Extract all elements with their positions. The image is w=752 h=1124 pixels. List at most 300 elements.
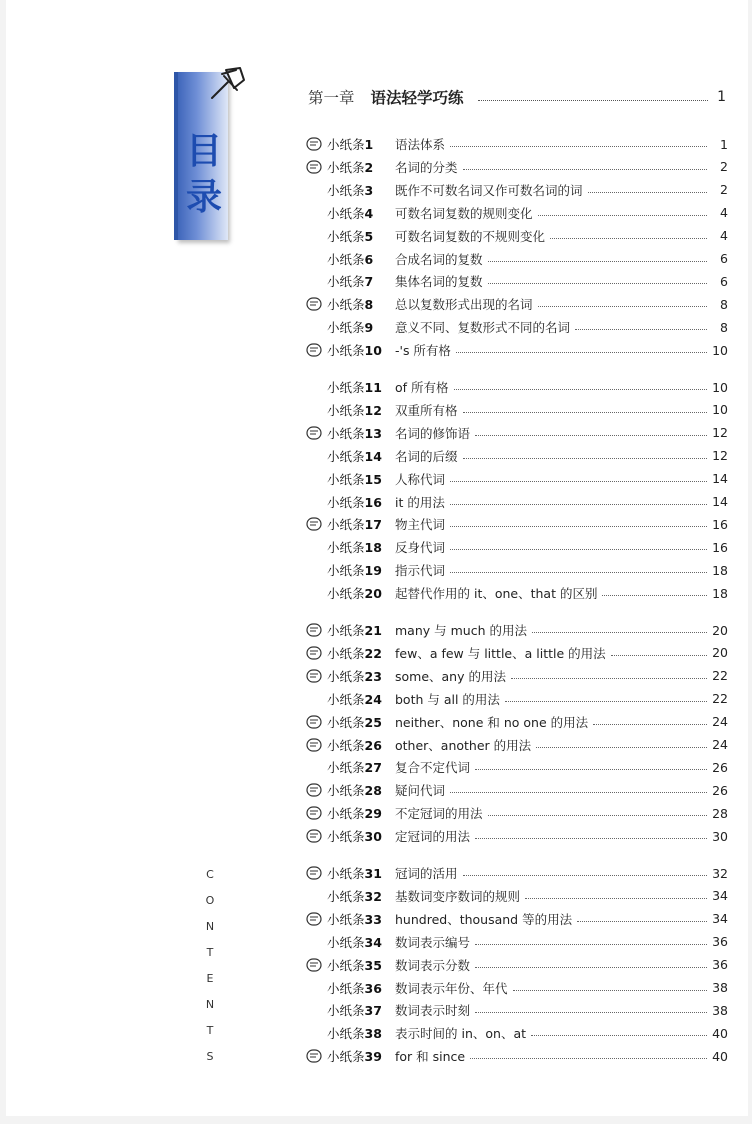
contents-letter: C	[206, 868, 214, 881]
entry-label	[323, 690, 393, 708]
note-badge-icon	[306, 159, 323, 174]
entry-page: 24	[712, 714, 728, 730]
entry-number: 9	[364, 320, 374, 336]
toc-entry[interactable]	[306, 446, 728, 466]
toc-entry[interactable]	[306, 712, 728, 732]
entry-label-text: 小纸条	[327, 471, 365, 487]
leader-dots	[577, 921, 707, 922]
leader-dots	[450, 146, 707, 147]
leader-dots	[505, 701, 707, 702]
entry-label	[323, 713, 393, 731]
entry-number: 18	[364, 540, 382, 556]
entry-number: 6	[364, 251, 374, 267]
leader-dots	[450, 526, 707, 527]
entry-label-text: 小纸条	[327, 714, 365, 730]
entry-page: 10	[712, 342, 728, 358]
entry-number: 11	[364, 380, 382, 395]
leader-dots	[525, 898, 707, 899]
entry-label	[323, 158, 393, 176]
entry-page: 10	[712, 402, 728, 418]
entry-label	[323, 1024, 393, 1042]
entry-title: 可数名词复数的规则变化	[395, 205, 533, 221]
leader-dots	[475, 838, 707, 839]
entry-title: 双重所有格	[395, 402, 458, 418]
entry-number: 24	[364, 691, 382, 707]
entry-label-text: 小纸条	[327, 517, 365, 533]
entry-title: both 与 all 的用法	[395, 691, 500, 707]
note-badge-icon	[306, 806, 323, 821]
entry-number: 12	[364, 402, 382, 418]
note-badge-icon	[306, 251, 323, 266]
entry-title: 数词表示分数	[395, 957, 471, 973]
entry-label-text: 小纸条	[327, 806, 365, 822]
contents-letter: N	[205, 998, 215, 1011]
entry-page: 2	[720, 182, 728, 198]
toc-entry[interactable]	[306, 643, 728, 663]
toc-entry[interactable]	[306, 803, 728, 823]
entry-title: neither、none 和 no one 的用法	[395, 714, 589, 730]
contents-letter: T	[206, 946, 214, 959]
note-badge-icon	[306, 586, 323, 601]
entry-title: 意义不同、复数形式不同的名词	[395, 320, 571, 336]
entry-label-text: 小纸条	[327, 274, 365, 290]
entry-page: 18	[712, 562, 728, 578]
entry-number: 22	[364, 645, 382, 661]
entry-label-text: 小纸条	[327, 957, 365, 973]
leader-dots	[475, 967, 707, 968]
note-badge-icon	[306, 737, 323, 752]
entry-number: 17	[364, 517, 382, 533]
entry-title: 名词的分类	[395, 159, 458, 175]
entry-page: 16	[712, 539, 728, 555]
entry-number: 19	[364, 563, 382, 579]
entry-number: 39	[364, 1049, 382, 1065]
entry-label	[323, 135, 393, 153]
entry-page: 4	[720, 205, 728, 221]
entry-number: 27	[364, 760, 382, 776]
toc-entry[interactable]	[306, 514, 728, 534]
leader-dots	[470, 1058, 707, 1059]
entry-label-text: 小纸条	[327, 737, 365, 753]
toc-entry[interactable]	[306, 909, 728, 929]
entry-label-text: 小纸条	[327, 645, 365, 661]
contents-letter: T	[206, 1024, 214, 1037]
entry-label	[323, 887, 393, 905]
note-badge-icon	[306, 448, 323, 463]
note-badge-icon	[306, 934, 323, 949]
entry-title: 名词的后缀	[395, 448, 458, 464]
entry-number: 15	[364, 471, 382, 487]
entry-page: 4	[720, 228, 728, 244]
toc-entry[interactable]	[306, 400, 728, 420]
entry-title: hundred、thousand 等的用法	[395, 911, 573, 927]
note-badge-icon	[306, 888, 323, 903]
contents-letter: O	[205, 894, 215, 907]
leader-dots	[450, 792, 707, 793]
toc-entry[interactable]	[306, 780, 728, 800]
leader-dots	[536, 747, 707, 748]
toc-page	[6, 0, 748, 1116]
entry-label	[323, 864, 393, 882]
entry-label-text: 小纸条	[327, 137, 365, 152]
entry-label-text: 小纸条	[327, 760, 365, 776]
toc-entry[interactable]	[306, 537, 728, 557]
entry-number: 32	[364, 888, 382, 904]
toc-entry[interactable]	[306, 1046, 728, 1066]
entry-page: 40	[712, 1048, 728, 1064]
entry-number: 34	[364, 934, 382, 950]
entry-title: 反身代词	[395, 540, 446, 556]
entry-page: 18	[712, 585, 728, 601]
entry-label-text: 小纸条	[327, 980, 365, 996]
toc-entry[interactable]	[306, 423, 728, 443]
toc-entry[interactable]	[306, 157, 728, 177]
entry-number: 2	[364, 159, 374, 175]
entry-label-text: 小纸条	[327, 320, 365, 336]
entry-number: 33	[364, 911, 382, 927]
note-badge-icon	[306, 783, 323, 798]
entry-title: 名词的修饰语	[395, 425, 471, 441]
leader-dots	[550, 238, 707, 239]
note-badge-icon	[306, 205, 323, 220]
entry-page: 22	[712, 668, 728, 684]
note-badge-icon	[306, 911, 323, 926]
entry-label-text: 小纸条	[327, 228, 365, 244]
entry-title: 语法体系	[395, 137, 446, 152]
note-badge-icon	[306, 1003, 323, 1018]
toc-entry[interactable]	[306, 271, 728, 291]
entry-title: 总以复数形式出现的名词	[395, 297, 533, 313]
entry-number: 31	[364, 866, 382, 881]
toc-entry[interactable]	[306, 955, 728, 975]
note-badge-icon	[306, 274, 323, 289]
entry-title: 集体名词的复数	[395, 274, 483, 290]
entry-label	[323, 424, 393, 442]
entry-label	[323, 781, 393, 799]
leader-dots	[593, 724, 707, 725]
note-badge-icon	[306, 1049, 323, 1064]
toc-entry[interactable]	[306, 886, 728, 906]
entry-title: 起替代作用的 it、one、that 的区别	[395, 586, 598, 602]
banner-edge	[174, 72, 178, 240]
entry-title: 定冠词的用法	[395, 829, 471, 845]
entry-title: 基数词变序数词的规则	[395, 888, 521, 904]
leader-dots	[475, 769, 707, 770]
note-badge-icon	[306, 829, 323, 844]
toc-entry[interactable]	[306, 1000, 728, 1020]
toc-entry[interactable]	[306, 620, 728, 640]
leader-dots	[450, 504, 707, 505]
note-badge-icon	[306, 957, 323, 972]
leader-dots	[463, 412, 707, 413]
entry-title: 物主代词	[395, 517, 446, 533]
entry-title: few、a few 与 little、a little 的用法	[395, 645, 606, 661]
note-badge-icon	[306, 402, 323, 417]
entry-number: 14	[364, 448, 382, 464]
entry-label-text: 小纸条	[327, 425, 365, 441]
entry-label	[323, 979, 393, 997]
entry-title: 复合不定代词	[395, 760, 471, 776]
leader-dots	[488, 261, 707, 262]
toc-entry[interactable]	[306, 469, 728, 489]
entry-label	[323, 227, 393, 245]
entry-number: 28	[364, 783, 382, 799]
leader-dots	[588, 192, 707, 193]
entry-page: 2	[720, 159, 728, 175]
entry-page: 8	[720, 319, 728, 335]
entry-title: other、another 的用法	[395, 737, 532, 753]
entry-page: 36	[712, 957, 728, 973]
entry-number: 25	[364, 714, 382, 730]
entry-label-text: 小纸条	[327, 623, 365, 638]
entry-label	[323, 538, 393, 556]
note-badge-icon	[306, 182, 323, 197]
entry-label	[323, 644, 393, 662]
entry-number: 8	[364, 297, 374, 313]
toc-entry[interactable]	[306, 826, 728, 846]
toc-entry[interactable]	[306, 689, 728, 709]
entry-title: it 的用法	[395, 494, 445, 510]
entry-label-text: 小纸条	[327, 540, 365, 556]
entry-label-text: 小纸条	[327, 182, 365, 198]
toc-entry[interactable]	[306, 317, 728, 337]
entry-page: 32	[712, 865, 728, 881]
toc-entry[interactable]	[306, 863, 728, 883]
entry-page: 14	[712, 471, 728, 487]
toc-entry[interactable]	[306, 226, 728, 246]
entry-title: many 与 much 的用法	[395, 623, 527, 638]
entry-page: 14	[712, 494, 728, 509]
leader-dots	[538, 215, 707, 216]
leader-dots	[475, 1012, 707, 1013]
entry-label-text: 小纸条	[327, 668, 365, 684]
toc-entry[interactable]	[306, 203, 728, 223]
note-badge-icon	[306, 137, 323, 152]
leader-dots	[575, 329, 707, 330]
entry-page: 16	[712, 516, 728, 532]
entry-title: 疑问代词	[395, 783, 446, 799]
entry-label	[323, 1047, 393, 1065]
toc-entry[interactable]	[306, 560, 728, 580]
entry-label	[323, 181, 393, 199]
entry-number: 30	[364, 829, 382, 845]
toc-entry[interactable]	[306, 757, 728, 777]
entry-label	[323, 401, 393, 419]
entry-label	[323, 493, 393, 511]
entry-label	[323, 910, 393, 928]
leader-dots	[513, 990, 707, 991]
leader-dots	[602, 595, 707, 596]
leader-dots	[463, 458, 707, 459]
leader-dots	[611, 655, 707, 656]
entry-label	[323, 621, 393, 639]
entry-label	[323, 378, 393, 396]
leader-dots	[450, 481, 707, 482]
leader-dots	[531, 1035, 707, 1036]
entry-title: 表示时间的 in、on、at	[395, 1026, 527, 1042]
note-badge-icon	[306, 668, 323, 683]
entry-number: 35	[364, 957, 382, 973]
entry-number: 1	[364, 137, 374, 152]
pushpin-icon	[204, 64, 250, 104]
leader-dots	[478, 100, 708, 101]
entry-number: 36	[364, 980, 382, 996]
entry-label	[323, 515, 393, 533]
note-badge-icon	[306, 494, 323, 509]
entry-label	[323, 584, 393, 602]
leader-dots	[463, 169, 707, 170]
entry-title: some、any 的用法	[395, 668, 506, 684]
entry-label	[323, 1001, 393, 1019]
entry-title: 可数名词复数的不规则变化	[395, 228, 546, 244]
leader-dots	[511, 678, 707, 679]
leader-dots	[463, 875, 707, 876]
entry-label	[323, 295, 393, 313]
note-badge-icon	[306, 563, 323, 578]
toc-entry[interactable]	[306, 1023, 728, 1043]
chapter-heading[interactable]	[308, 86, 726, 108]
toc-title-char: 录	[185, 177, 222, 218]
note-badge-icon	[306, 425, 323, 440]
toc-entry[interactable]	[306, 180, 728, 200]
entry-number: 20	[364, 586, 382, 602]
toc-entry[interactable]	[306, 492, 728, 512]
entry-label	[323, 318, 393, 336]
entry-title: 数词表示年份、年代	[395, 980, 508, 996]
entry-label	[323, 804, 393, 822]
entry-page: 1	[720, 136, 728, 152]
leader-dots	[450, 549, 707, 550]
entry-page: 12	[712, 425, 728, 441]
entry-number: 23	[364, 668, 382, 684]
entry-number: 7	[364, 274, 374, 290]
note-badge-icon	[306, 866, 323, 881]
entry-label-text: 小纸条	[327, 934, 365, 950]
leader-dots	[538, 306, 707, 307]
note-badge-icon	[306, 297, 323, 312]
entry-page: 10	[712, 379, 728, 395]
toc-entry[interactable]	[306, 978, 728, 998]
toc-entry[interactable]	[306, 134, 728, 154]
note-badge-icon	[306, 228, 323, 243]
entry-label	[323, 470, 393, 488]
entry-number: 5	[364, 228, 374, 244]
note-badge-icon	[306, 380, 323, 395]
note-badge-icon	[306, 714, 323, 729]
entry-label	[323, 272, 393, 290]
leader-dots	[456, 352, 707, 353]
entry-number: 38	[364, 1026, 382, 1042]
entry-page: 26	[712, 759, 728, 775]
note-badge-icon	[306, 1026, 323, 1041]
entry-label-text: 小纸条	[327, 297, 365, 313]
entry-label	[323, 827, 393, 845]
entry-label-text: 小纸条	[327, 1003, 365, 1019]
entry-title: 数词表示编号	[395, 934, 471, 950]
entry-page: 20	[712, 622, 728, 638]
entry-page: 22	[712, 691, 728, 707]
entry-label-text: 小纸条	[327, 1026, 365, 1042]
entry-page: 6	[720, 273, 728, 289]
entry-number: 3	[364, 182, 374, 198]
leader-dots	[450, 572, 707, 573]
toc-entry[interactable]	[306, 583, 728, 603]
chapter-title: 语法轻学巧练	[370, 89, 464, 107]
toc-entry[interactable]	[306, 735, 728, 755]
leader-dots	[475, 944, 707, 945]
entry-label-text: 小纸条	[327, 888, 365, 904]
entry-label	[323, 204, 393, 222]
note-badge-icon	[306, 760, 323, 775]
entry-label-text: 小纸条	[327, 343, 365, 359]
chapter-number: 第一章	[308, 89, 355, 107]
leader-dots	[532, 632, 707, 633]
entry-number: 21	[364, 623, 382, 638]
contents-letter: N	[205, 920, 215, 933]
entry-label-text: 小纸条	[327, 829, 365, 845]
toc-entry[interactable]	[306, 249, 728, 269]
contents-letter: E	[206, 972, 214, 985]
note-badge-icon	[306, 980, 323, 995]
note-badge-icon	[306, 343, 323, 358]
entry-label	[323, 561, 393, 579]
leader-dots	[488, 815, 707, 816]
entry-title: -'s 所有格	[395, 343, 451, 359]
entry-label	[323, 250, 393, 268]
entry-label-text: 小纸条	[327, 1049, 365, 1065]
entry-title: 指示代词	[395, 563, 446, 579]
toc-entry[interactable]	[306, 340, 728, 360]
toc-entry[interactable]	[306, 666, 728, 686]
note-badge-icon	[306, 540, 323, 555]
entry-label-text: 小纸条	[327, 402, 365, 418]
entry-label-text: 小纸条	[327, 911, 365, 927]
entry-label	[323, 758, 393, 776]
toc-entry[interactable]	[306, 377, 728, 397]
entry-title: 不定冠词的用法	[395, 806, 483, 822]
entry-label	[323, 736, 393, 754]
entry-page: 36	[712, 934, 728, 950]
entry-label-text: 小纸条	[327, 159, 365, 175]
entry-label-text: 小纸条	[327, 494, 365, 510]
note-badge-icon	[306, 691, 323, 706]
entry-label-text: 小纸条	[327, 205, 365, 221]
entry-number: 29	[364, 806, 382, 822]
entry-number: 13	[364, 425, 382, 441]
entry-number: 4	[364, 205, 374, 221]
entry-label-text: 小纸条	[327, 448, 365, 464]
toc-entry[interactable]	[306, 932, 728, 952]
chapter-page: 1	[717, 89, 726, 105]
entry-page: 34	[712, 911, 728, 927]
toc-title-char: 目	[185, 131, 222, 172]
entry-number: 10	[364, 343, 382, 359]
entry-page: 24	[712, 737, 728, 752]
note-badge-icon	[306, 645, 323, 660]
entry-page: 26	[712, 782, 728, 798]
contents-letter: S	[206, 1050, 214, 1063]
entry-label-text: 小纸条	[327, 563, 365, 579]
toc-entry[interactable]	[306, 294, 728, 314]
entry-number: 37	[364, 1003, 382, 1019]
entry-label-text: 小纸条	[327, 586, 365, 602]
entry-label-text: 小纸条	[327, 866, 365, 881]
entry-page: 28	[712, 805, 728, 821]
entry-title: of 所有格	[395, 380, 449, 395]
leader-dots	[454, 389, 707, 390]
note-badge-icon	[306, 471, 323, 486]
note-badge-icon	[306, 517, 323, 532]
